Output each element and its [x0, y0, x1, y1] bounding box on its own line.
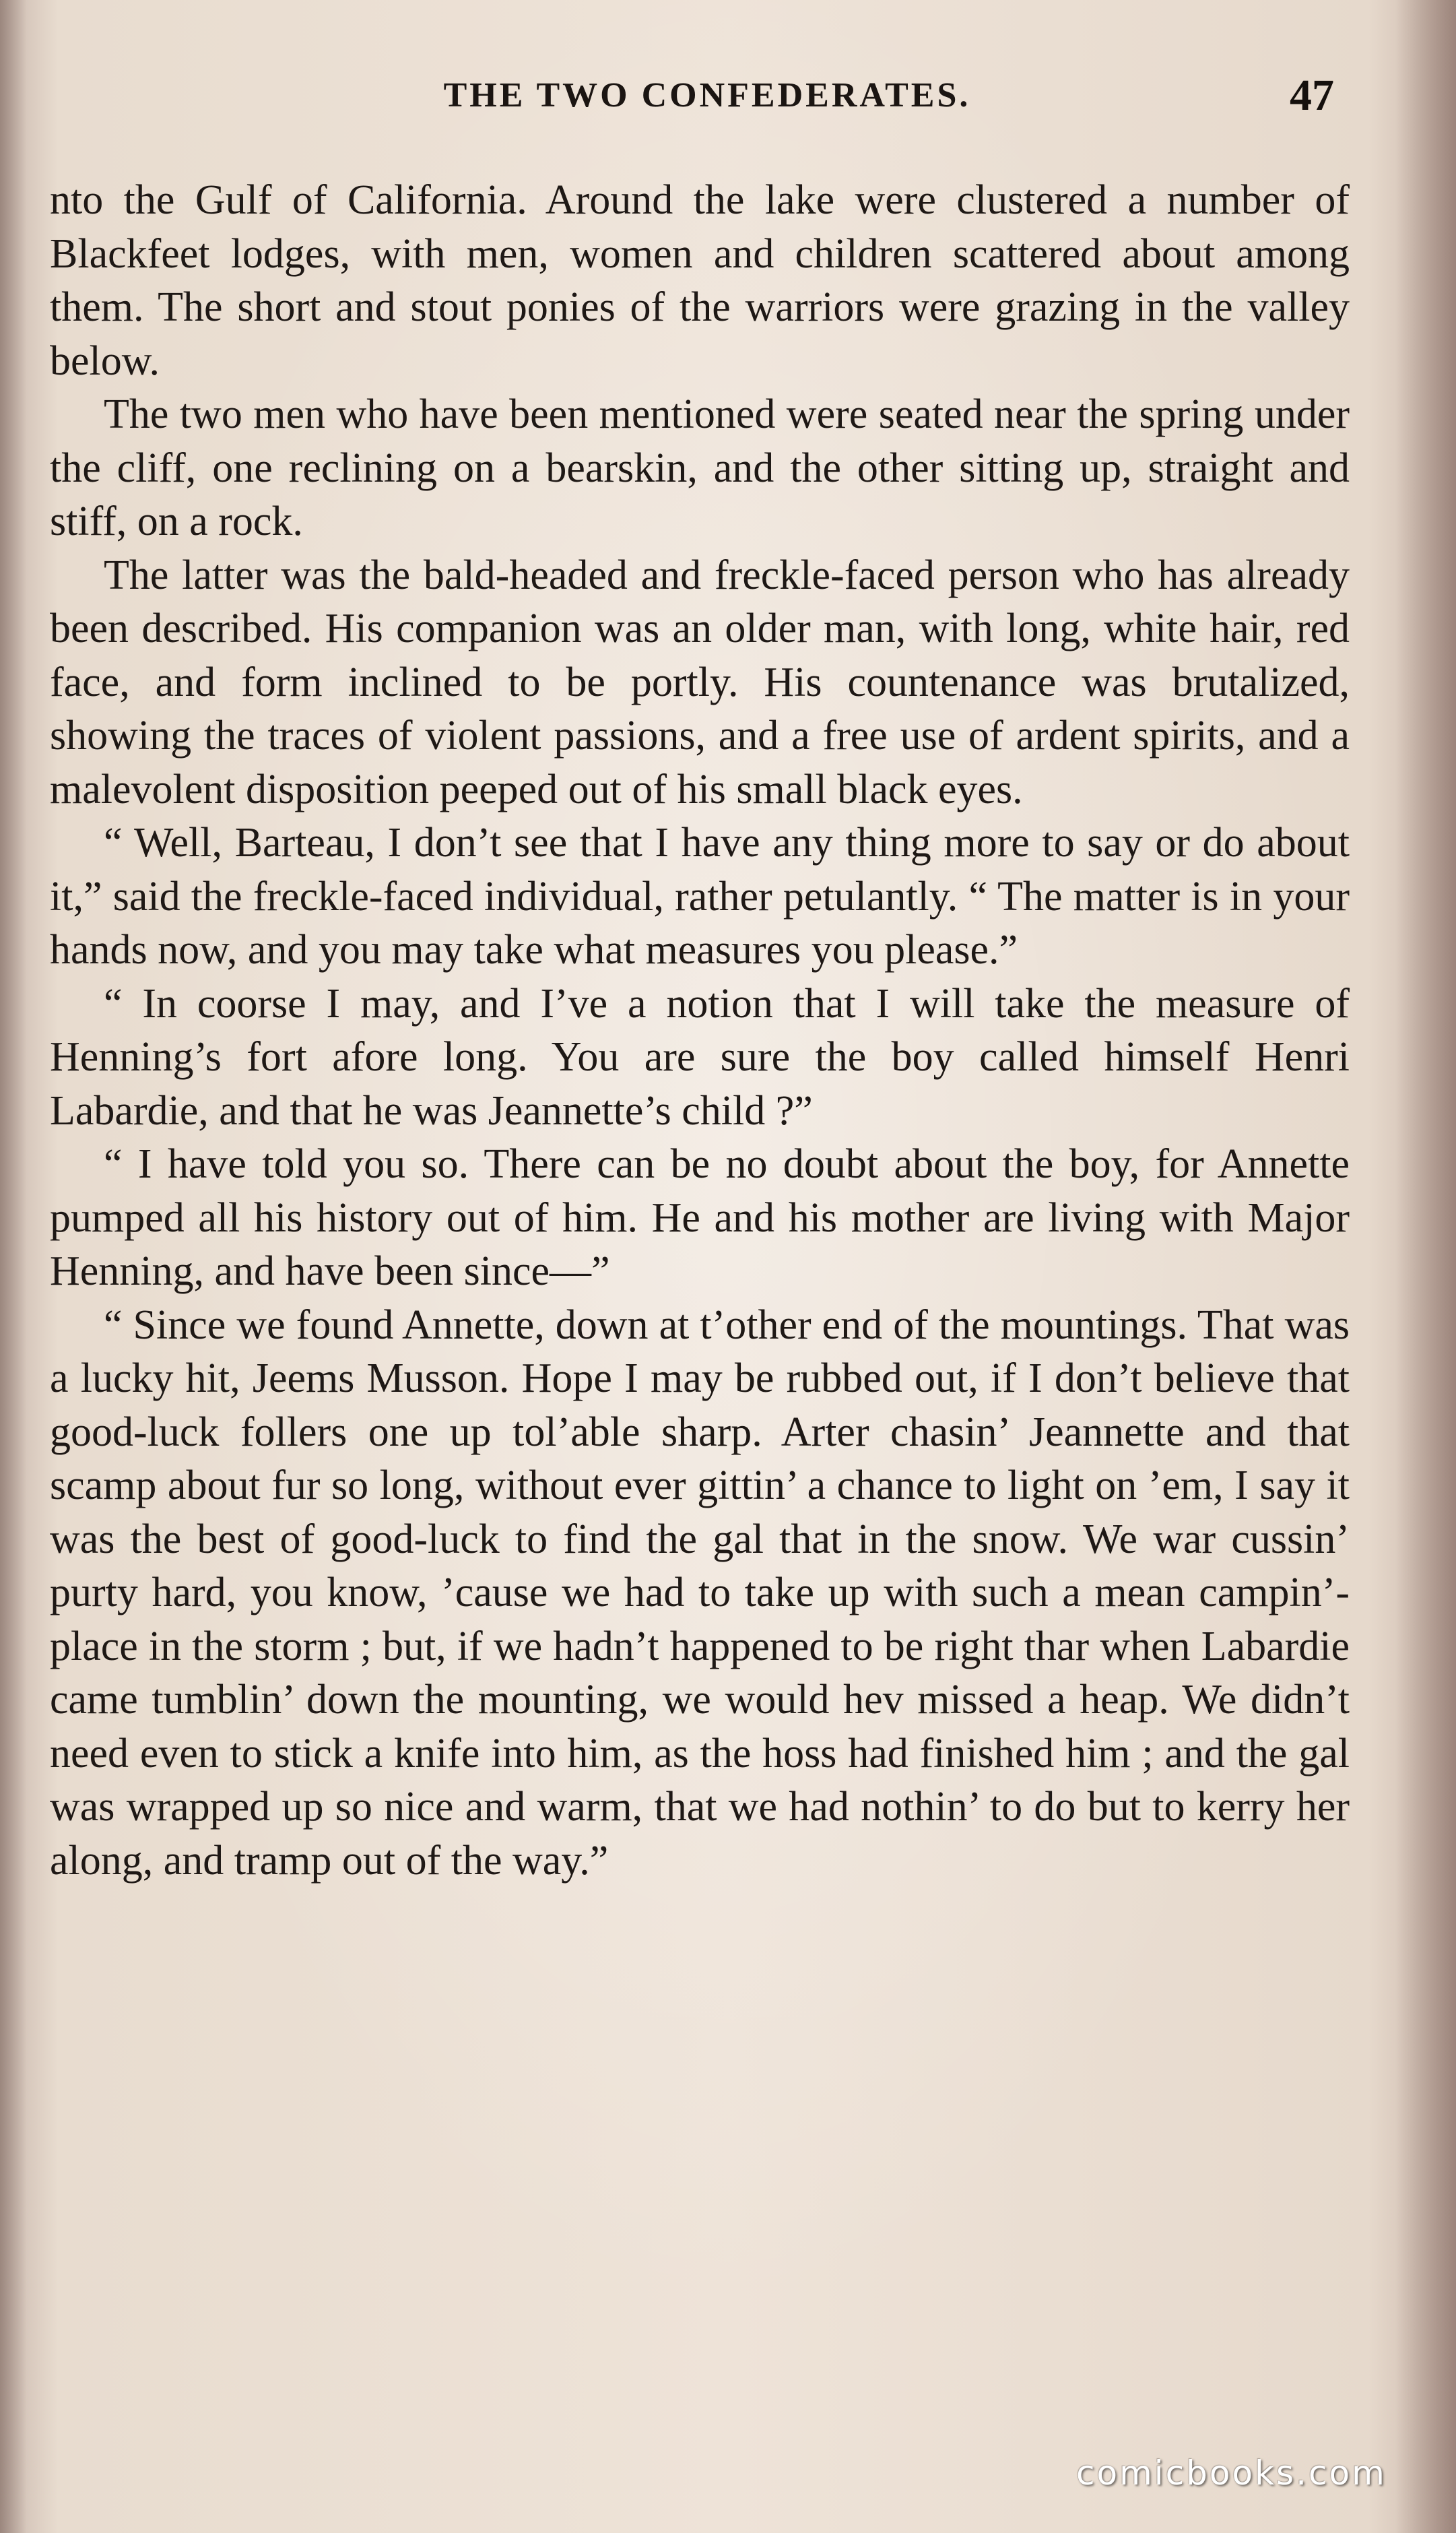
page-right-shadow — [1395, 0, 1456, 2533]
running-head — [0, 71, 1456, 136]
paragraph: The latter was the bald-headed and freckle-faced person who has already been described. His companion was an older man, with long, white hair, red face, and form inclined to be portly. His countenance was brutalized, showing the traces of violent passions, and a free use of ardent spirits, and a malevolent disposition peeped out of his small black eyes. — [50, 552, 1350, 812]
watermark: comicbooks.com — [1076, 2454, 1387, 2493]
paragraph: “ I have told you so. There can be no doubt about the boy, for Annette pumped all his history out of him. He and his mother are living with Major Henning, and have been since—” — [50, 1141, 1350, 1294]
paragraph: “ Well, Barteau, I don’t see that I have any thing more to say or do about it,” said the freckle-faced individual, rather petulantly. “ The matter is in your hands now, and you may take what measures you please.” — [50, 820, 1350, 973]
paragraph: The two men who have been mentioned were seated near the spring under the cliff, one reclining on a bearskin, and the other sitting up, straight and stiff, on a rock. — [50, 391, 1350, 544]
text-body — [50, 174, 1350, 1888]
running-head-title: THE TWO CONFEDERATES. — [443, 76, 971, 115]
page-left-shadow — [0, 0, 27, 2533]
paragraph: “ Since we found Annette, down at t’other end of the mountings. That was a lucky hit, Jeems Musson. Hope I may be rubbed out, if I don’t believe that good-luck follers one up tol’able sharp. Arter chasin’ Jeannette and that scamp about fur so long, without ever gittin’ a chance to light on ’em, I say it was the best of good-luck to find the gal that in the snow. We war cussin’ purty hard, you know, ’cause we had to take up with such a mean campin’-place in the storm ; but, if we hadn’t happened to be right thar when Labardie came tumblin’ down the mounting, we would hev missed a heap. We didn’t need even to stick a knife into him, as the hoss had finished him ; and the gal was wrapped up so nice and warm, that we had nothin’ to do but to kerry her along, and tramp out of the way.” — [50, 1302, 1350, 1884]
paragraph: nto the Gulf of California. Around the lake were clustered a number of Blackfeet lodges, with men, women and children scattered about among them. The short and stout ponies of the warriors were grazing in the valley below. — [50, 177, 1350, 384]
page-number: 47 — [1290, 71, 1334, 120]
paragraph: “ In coorse I may, and I’ve a notion that I will take the measure of Henning’s fort afore long. You are sure the boy called himself Henri Labardie, and that he was Jeannette’s child ?” — [50, 980, 1350, 1134]
